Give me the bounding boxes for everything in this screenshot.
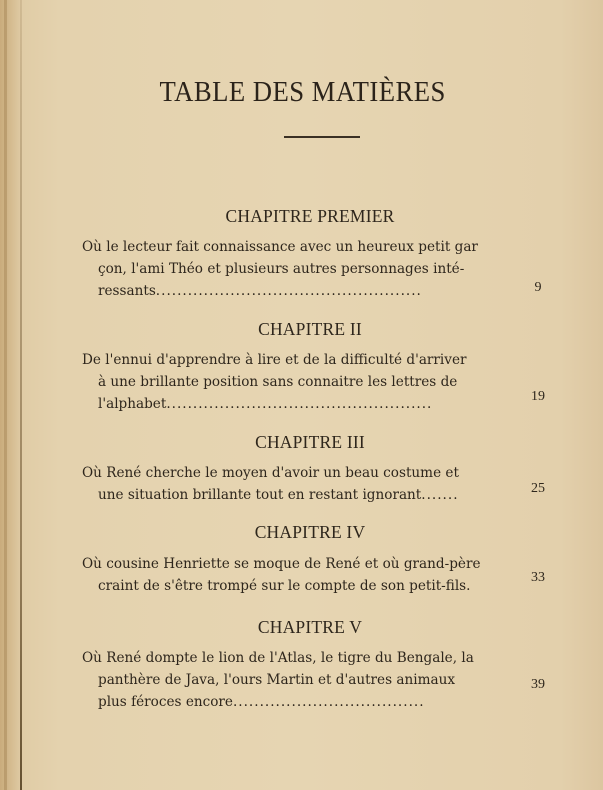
chapter-heading: CHAPITRE V <box>257 617 363 637</box>
entry-line: Où cousine Henriette se moque de René et où grand-père <box>82 556 481 572</box>
chapter-entry <box>82 647 512 713</box>
title-divider <box>284 136 360 138</box>
chapter-entry <box>82 236 512 302</box>
entry-line: à une brillante position sans connaitre les lettres de <box>98 374 458 390</box>
page-number: 9 <box>534 280 542 295</box>
entry-line: ressants <box>98 283 156 299</box>
entry-line: plus féroces encore <box>98 694 233 710</box>
page-number: 19 <box>531 389 545 404</box>
entry-line: Où René cherche le moyen d'avoir un beau costume et <box>82 465 459 481</box>
entry-line: Où le lecteur fait connaissance avec un heureux petit gar <box>82 239 478 255</box>
dot-leaders: .................................................. <box>155 283 422 299</box>
dot-leaders: ....... <box>421 487 459 503</box>
page-number: 25 <box>531 481 545 496</box>
entry-line: une situation brillante tout en restant ignorant <box>98 487 422 503</box>
entry-line: Où René dompte le lion de l'Atlas, le tigre du Bengale, la <box>82 650 474 666</box>
entry-line: panthère de Java, l'ours Martin et d'autres animaux <box>98 672 456 688</box>
chapter-entry <box>82 349 512 415</box>
chapter-heading: CHAPITRE II <box>258 319 362 339</box>
page-fold-line <box>20 0 22 790</box>
entry-line: l'alphabet <box>98 396 167 412</box>
chapter-heading: CHAPITRE III <box>255 432 365 452</box>
page-binding-edge <box>4 0 7 790</box>
dot-leaders: .................................................. <box>166 396 433 412</box>
entry-line: De l'ennui d'apprendre à lire et de la difficulté d'arriver <box>82 352 467 368</box>
chapter-entry <box>82 462 512 506</box>
dot-leaders: .................................... <box>232 694 425 710</box>
chapter-entry <box>82 553 512 597</box>
page-number: 39 <box>531 677 545 692</box>
chapter-heading: CHAPITRE PREMIER <box>225 206 395 226</box>
page-title: TABLE DES MATIÈRES <box>159 76 446 108</box>
entry-line: çon, l'ami Théo et plusieurs autres personnages inté- <box>98 261 465 277</box>
chapter-heading: CHAPITRE IV <box>254 522 366 542</box>
entry-line: craint de s'être trompé sur le compte de son petit-fils. <box>98 578 471 594</box>
page-number: 33 <box>531 570 545 585</box>
